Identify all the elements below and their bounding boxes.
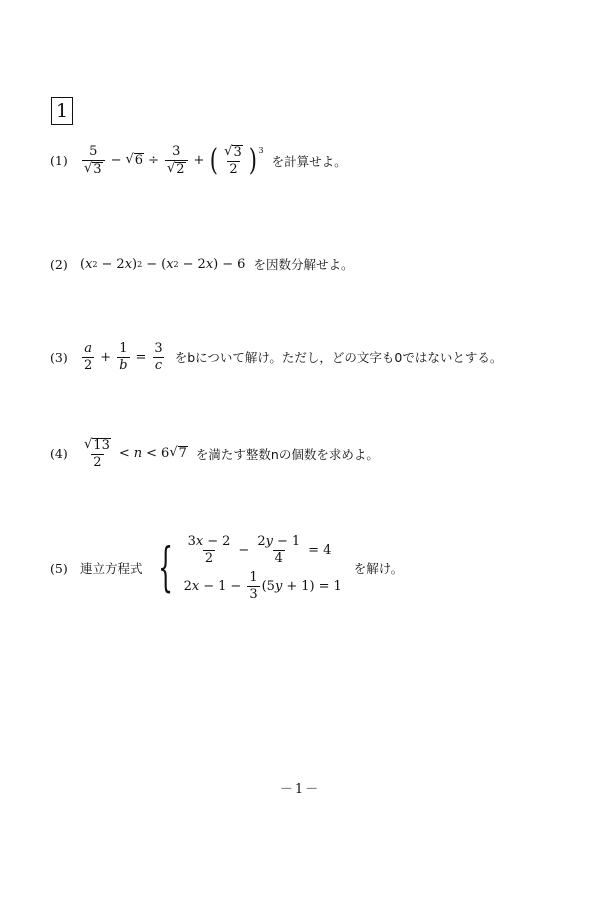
problem-instruction: をbについて解け。ただし，どの文字も0ではないとする。 — [174, 350, 503, 366]
problem-instruction: を計算せよ。 — [271, 153, 347, 169]
problem-label: (1) — [50, 153, 68, 169]
section-number-box — [51, 97, 73, 125]
equation-system — [184, 535, 342, 602]
problem-label: (5) — [50, 560, 68, 576]
problem-instruction: を因数分解せよ。 — [253, 257, 354, 272]
problem-instruction: を満たす整数nの個数を求めよ。 — [195, 446, 379, 462]
problem-2-expression: ( x 2 − 2 x ) 2 − ( x 2 − 2 x ) − 6 — [80, 256, 246, 272]
problem-2 — [50, 255, 353, 273]
problem-label: (4) — [50, 446, 68, 462]
problem-5: (5) 連立方程式 { $\frac{3x - 2}{2}$ − $\frac{2y - 1}{4}$ = 4 2 x − 1 − $\frac{1}{3}$ (5 y + 1) = 1 を解け。 — [50, 534, 404, 602]
equation-1: $\frac{3x - 2}{2}$ − $\frac{2y - 1}{4}$ = 4 — [187, 534, 332, 566]
problem-3-expression: $\frac{a}{2}$ + $\frac{1}{b}$ = $\frac{3}{c}$ — [84, 341, 163, 373]
problem-label: (3) — [50, 349, 68, 365]
problem-4 — [50, 438, 379, 470]
problem-3 — [50, 342, 502, 372]
page-number: －1－ — [279, 782, 321, 797]
problem-1-expression: 5 √ 3 − √ 6 ÷ 3 √ 2 + ( √ 3 2 ) $^3$ — [84, 142, 264, 178]
problem-1 — [50, 142, 347, 178]
problem-instruction: を解け。 — [353, 561, 404, 577]
section-number: 1 — [55, 99, 69, 122]
equation-2: 2 x − 1 − $\frac{1}{3}$ (5 y + 1) = 1 — [183, 570, 342, 602]
problem-label: (2) — [50, 256, 68, 272]
problem-prefix: 連立方程式 — [80, 561, 143, 577]
problem-4-expression: √ 13 2 < n < 6 √ 7 — [84, 437, 187, 471]
